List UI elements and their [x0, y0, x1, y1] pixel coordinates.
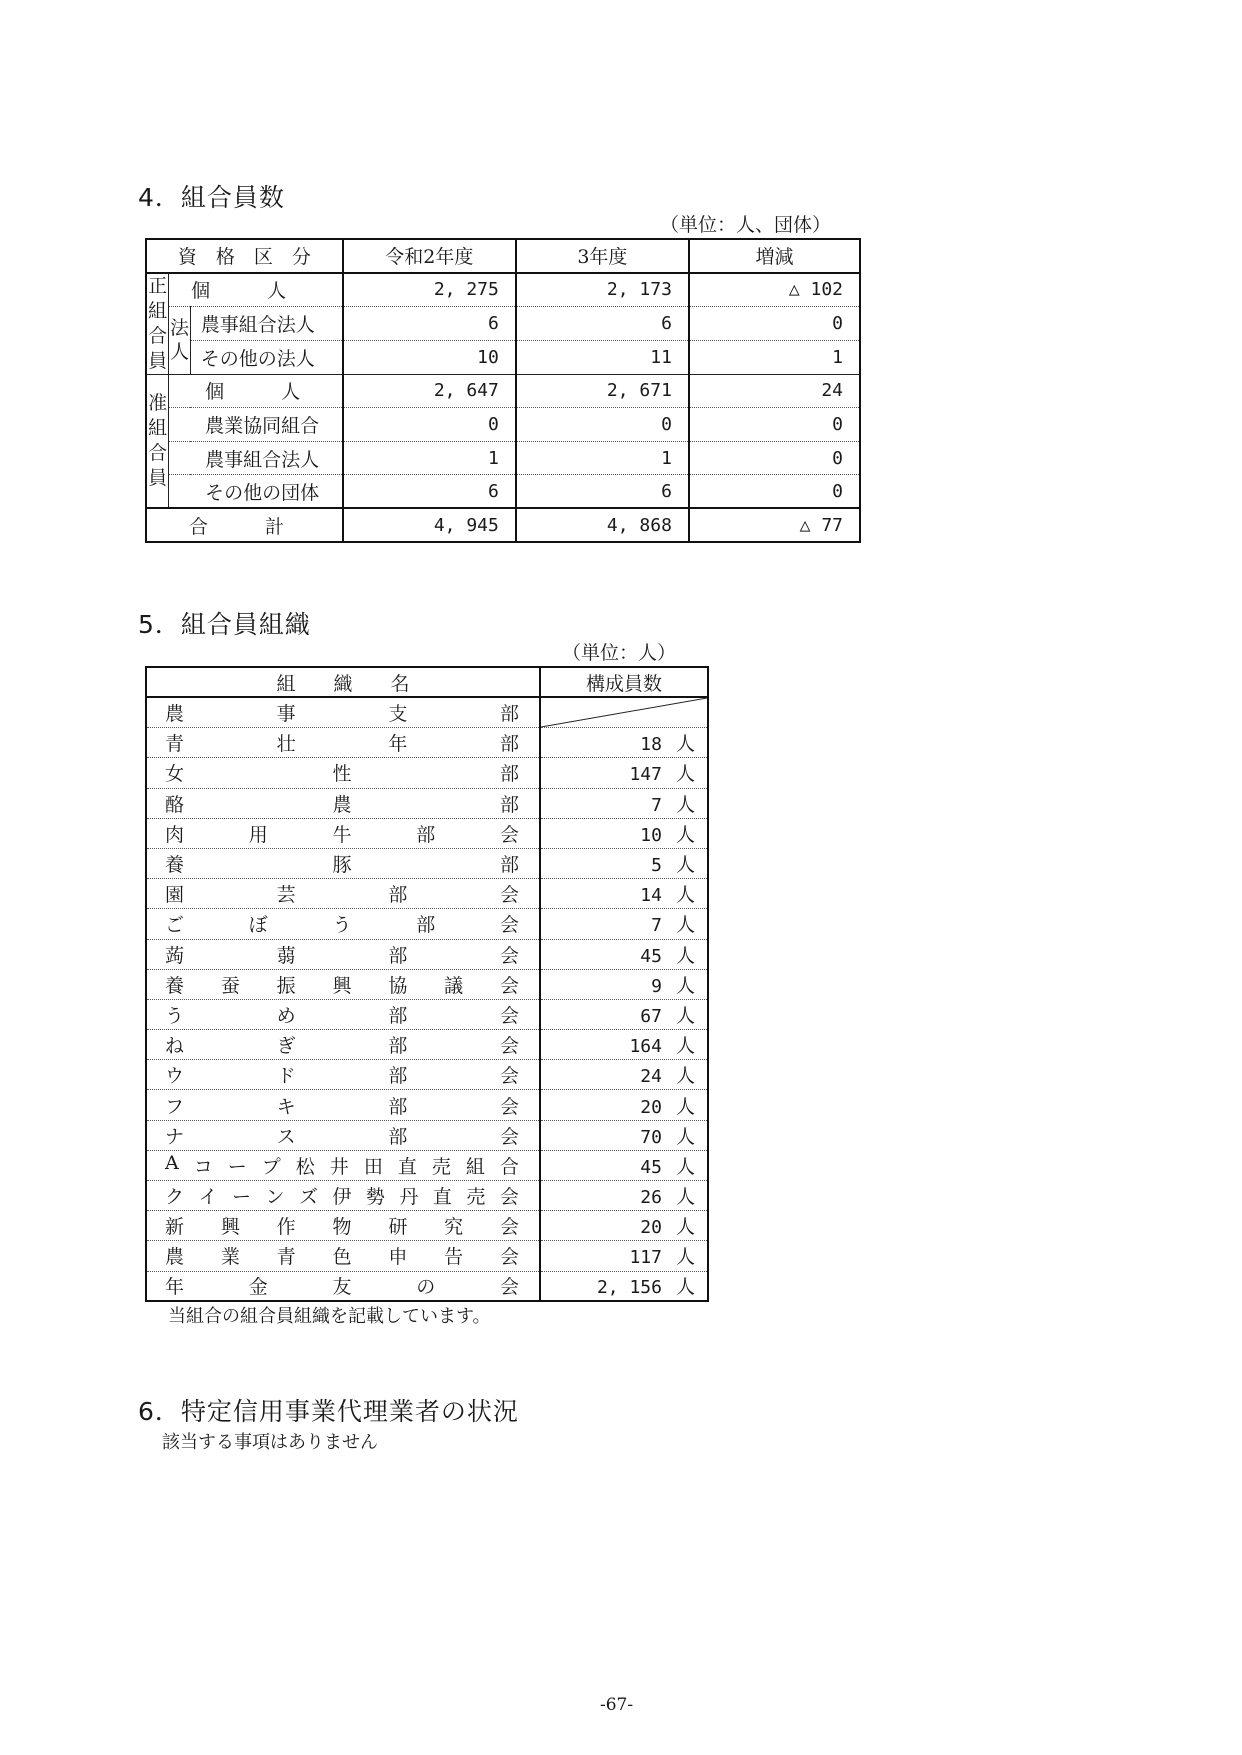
- row-label: 農事組合法人: [190, 306, 342, 340]
- table-row: [146, 306, 860, 340]
- header-org-name: 組 織 名: [146, 667, 540, 697]
- member-count: [540, 1211, 708, 1241]
- member-count: [540, 1030, 708, 1060]
- person-unit: 人: [675, 1276, 695, 1299]
- table-row: [146, 1241, 708, 1271]
- member-organization-table: [145, 666, 709, 1302]
- regular-member-label: 正組合員: [146, 273, 169, 375]
- row-y2: 0: [516, 408, 689, 442]
- org-name: [146, 969, 540, 999]
- member-count-value: 67: [640, 1005, 662, 1027]
- member-count: [540, 999, 708, 1029]
- row-label: 農事組合法人: [169, 441, 343, 475]
- member-count: [540, 939, 708, 969]
- page-number: -67-: [600, 1695, 634, 1715]
- table-row: [146, 1090, 708, 1120]
- person-unit: 人: [675, 763, 695, 786]
- person-unit: 人: [675, 1155, 695, 1178]
- diagonal-line: [541, 698, 707, 727]
- member-count-value: 7: [651, 794, 662, 816]
- org-name-text: 肉 用 牛 部 会: [165, 823, 519, 846]
- person-unit: 人: [675, 1125, 695, 1148]
- org-name-text: ウ ド 部 会: [165, 1065, 519, 1088]
- member-count-value: 26: [640, 1187, 662, 1209]
- table-total-row: [146, 508, 860, 542]
- org-rows: [146, 697, 708, 1301]
- section5-heading: 5．組合員組織: [138, 610, 311, 639]
- diagonal-slash: [541, 698, 707, 727]
- table-row: [146, 909, 708, 939]
- member-count: [540, 788, 708, 818]
- org-name-text: う め 部 会: [165, 1004, 519, 1027]
- row-y2: 2, 173: [516, 273, 689, 307]
- org-name-text: 養 蚕 振 興 協 議 会: [165, 974, 519, 997]
- header-year2: 3年度: [516, 239, 689, 273]
- org-name: [146, 879, 540, 909]
- member-count-value: 147: [629, 764, 662, 786]
- section6-note: 該当する事項はありません: [162, 1432, 378, 1453]
- org-name-text: 女 性 部: [165, 763, 519, 786]
- table-row: [146, 728, 708, 758]
- row-y2: 6: [516, 306, 689, 340]
- org-name-text: 年 金 友 の 会: [165, 1276, 519, 1299]
- org-name-text: 酪 農 部: [165, 793, 519, 816]
- org-name-text: ね ぎ 部 会: [165, 1035, 519, 1058]
- row-label: 個 人: [169, 374, 343, 408]
- org-name: [146, 758, 540, 788]
- member-count: [540, 728, 708, 758]
- org-name-text: 農 業 青 色 申 告 会: [165, 1246, 519, 1269]
- table-row: [146, 1060, 708, 1090]
- org-name: [146, 1030, 540, 1060]
- row-diff: 0: [689, 475, 860, 509]
- person-unit: 人: [675, 1004, 695, 1027]
- section4-heading: 4．組合員数: [138, 183, 285, 212]
- table-row: [146, 1120, 708, 1150]
- row-label: 個 人: [169, 273, 343, 307]
- person-unit: 人: [675, 823, 695, 846]
- row-label: 農業協同組合: [169, 408, 343, 442]
- table-row: [146, 879, 708, 909]
- member-count-value: 164: [629, 1036, 662, 1058]
- person-unit: 人: [675, 944, 695, 967]
- member-count-value: 14: [640, 885, 662, 907]
- person-unit: 人: [675, 914, 695, 937]
- member-count: [540, 758, 708, 788]
- member-count-value: 45: [640, 945, 662, 967]
- org-name-text: 新 興 作 物 研 究 会: [165, 1216, 519, 1239]
- org-name: [146, 1241, 540, 1271]
- table-row: [146, 1211, 708, 1241]
- person-unit: 人: [675, 1065, 695, 1088]
- org-name: [146, 1271, 540, 1301]
- org-name: [146, 909, 540, 939]
- row-diff: 0: [689, 306, 860, 340]
- org-name: [146, 848, 540, 878]
- org-name-text: 養 豚 部: [165, 854, 519, 877]
- table-row: [146, 697, 708, 728]
- table-row: [146, 273, 860, 307]
- row-y2: 2, 671: [516, 374, 689, 408]
- table-row: [146, 408, 860, 442]
- member-count: [540, 1271, 708, 1301]
- member-count: [540, 1241, 708, 1271]
- member-count-value: 7: [651, 915, 662, 937]
- person-unit: 人: [675, 793, 695, 816]
- member-count: [540, 879, 708, 909]
- member-count-value: 9: [651, 975, 662, 997]
- section4-unit: （単位：人、団体）: [660, 214, 832, 236]
- total-diff: △ 77: [689, 508, 860, 542]
- table-row: [146, 788, 708, 818]
- member-count-value: 10: [640, 824, 662, 846]
- person-unit: 人: [675, 884, 695, 907]
- section6-heading: 6．特定信用事業代理業者の状況: [138, 1397, 519, 1426]
- org-name: [146, 1181, 540, 1211]
- row-y1: 10: [343, 341, 516, 375]
- member-count: [540, 1120, 708, 1150]
- section5-note: 当組合の組合員組織を記載しています。: [168, 1306, 491, 1327]
- row-diff: △ 102: [689, 273, 860, 307]
- member-count: [540, 1150, 708, 1180]
- row-y1: 0: [343, 408, 516, 442]
- table-row: [146, 1150, 708, 1180]
- org-name-text: ナ ス 部 会: [165, 1125, 519, 1148]
- member-count-value: 45: [640, 1156, 662, 1178]
- section5-unit: （単位：人）: [562, 642, 677, 664]
- table-row: [146, 969, 708, 999]
- row-y1: 6: [343, 475, 516, 509]
- row-y2: 11: [516, 341, 689, 375]
- row-y1: 1: [343, 441, 516, 475]
- org-name: [146, 788, 540, 818]
- total-y1: 4, 945: [343, 508, 516, 542]
- total-label: 合 計: [146, 508, 343, 542]
- table-row: [146, 441, 860, 475]
- associate-member-label: 准組合員: [146, 374, 169, 508]
- person-unit: 人: [675, 1095, 695, 1118]
- member-count-table: [145, 238, 861, 543]
- table-row: [146, 818, 708, 848]
- member-count-value: 5: [651, 855, 662, 877]
- org-name: [146, 939, 540, 969]
- table-header-row: [146, 667, 708, 697]
- org-name-text: A コ ー プ 松 井 田 直 売 組 合: [165, 1151, 519, 1178]
- person-unit: 人: [675, 974, 695, 997]
- row-diff: 1: [689, 341, 860, 375]
- table-row: [146, 848, 708, 878]
- person-unit: 人: [675, 1186, 695, 1209]
- member-count-value: 117: [629, 1247, 662, 1269]
- member-count: [540, 818, 708, 848]
- member-count-value: 18: [640, 734, 662, 756]
- table-header-row: [146, 239, 860, 273]
- table-row: [146, 758, 708, 788]
- org-name-text: ク イ ー ン ズ 伊 勢 丹 直 売 会: [165, 1186, 519, 1209]
- org-name: [146, 818, 540, 848]
- table-row: [146, 374, 860, 408]
- org-name: [146, 999, 540, 1029]
- person-unit: 人: [675, 1035, 695, 1058]
- table-row: [146, 999, 708, 1029]
- row-y2: 1: [516, 441, 689, 475]
- person-unit: 人: [675, 1216, 695, 1239]
- member-count: [540, 1181, 708, 1211]
- member-count-value: 24: [640, 1066, 662, 1088]
- org-name: [146, 1060, 540, 1090]
- member-count: [540, 969, 708, 999]
- member-count-value: 20: [640, 1217, 662, 1239]
- member-count: [540, 909, 708, 939]
- org-name-text: 農 事 支 部: [165, 703, 519, 726]
- org-name: [146, 1150, 540, 1180]
- table-row: [146, 475, 860, 509]
- row-diff: 0: [689, 408, 860, 442]
- table-row: [146, 341, 860, 375]
- row-y1: 2, 647: [343, 374, 516, 408]
- org-name-text: 園 芸 部 会: [165, 884, 519, 907]
- org-name-text: ご ぼ う 部 会: [165, 914, 519, 937]
- total-y2: 4, 868: [516, 508, 689, 542]
- member-count-value: 70: [640, 1126, 662, 1148]
- table-row: [146, 1030, 708, 1060]
- row-label: その他の法人: [190, 341, 342, 375]
- header-members: 構成員数: [540, 667, 708, 697]
- member-count: [540, 848, 708, 878]
- header-category: 資 格 区 分: [146, 239, 343, 273]
- table-row: [146, 1271, 708, 1301]
- row-label: その他の団体: [169, 475, 343, 509]
- header-year1: 令和2年度: [343, 239, 516, 273]
- header-change: 増減: [689, 239, 860, 273]
- member-count: [540, 1060, 708, 1090]
- person-unit: 人: [675, 1246, 695, 1269]
- row-y1: 2, 275: [343, 273, 516, 307]
- org-name: [146, 728, 540, 758]
- row-y1: 6: [343, 306, 516, 340]
- org-name-text: 青 壮 年 部: [165, 733, 519, 756]
- org-name-text: 蒟 蒻 部 会: [165, 944, 519, 967]
- row-diff: 24: [689, 374, 860, 408]
- org-name: [146, 697, 540, 728]
- member-count: [540, 1090, 708, 1120]
- row-diff: 0: [689, 441, 860, 475]
- person-unit: 人: [675, 733, 695, 756]
- org-name: [146, 1120, 540, 1150]
- org-name: [146, 1211, 540, 1241]
- org-name: [146, 1090, 540, 1120]
- count-not-applicable: [540, 697, 708, 728]
- member-count-value: 2, 156: [596, 1277, 662, 1299]
- member-count-value: 20: [640, 1096, 662, 1118]
- org-name-text: フ キ 部 会: [165, 1095, 519, 1118]
- row-y2: 6: [516, 475, 689, 509]
- table-row: [146, 939, 708, 969]
- corporation-label: 法人: [169, 306, 191, 374]
- table-row: [146, 1181, 708, 1211]
- person-unit: 人: [675, 854, 695, 877]
